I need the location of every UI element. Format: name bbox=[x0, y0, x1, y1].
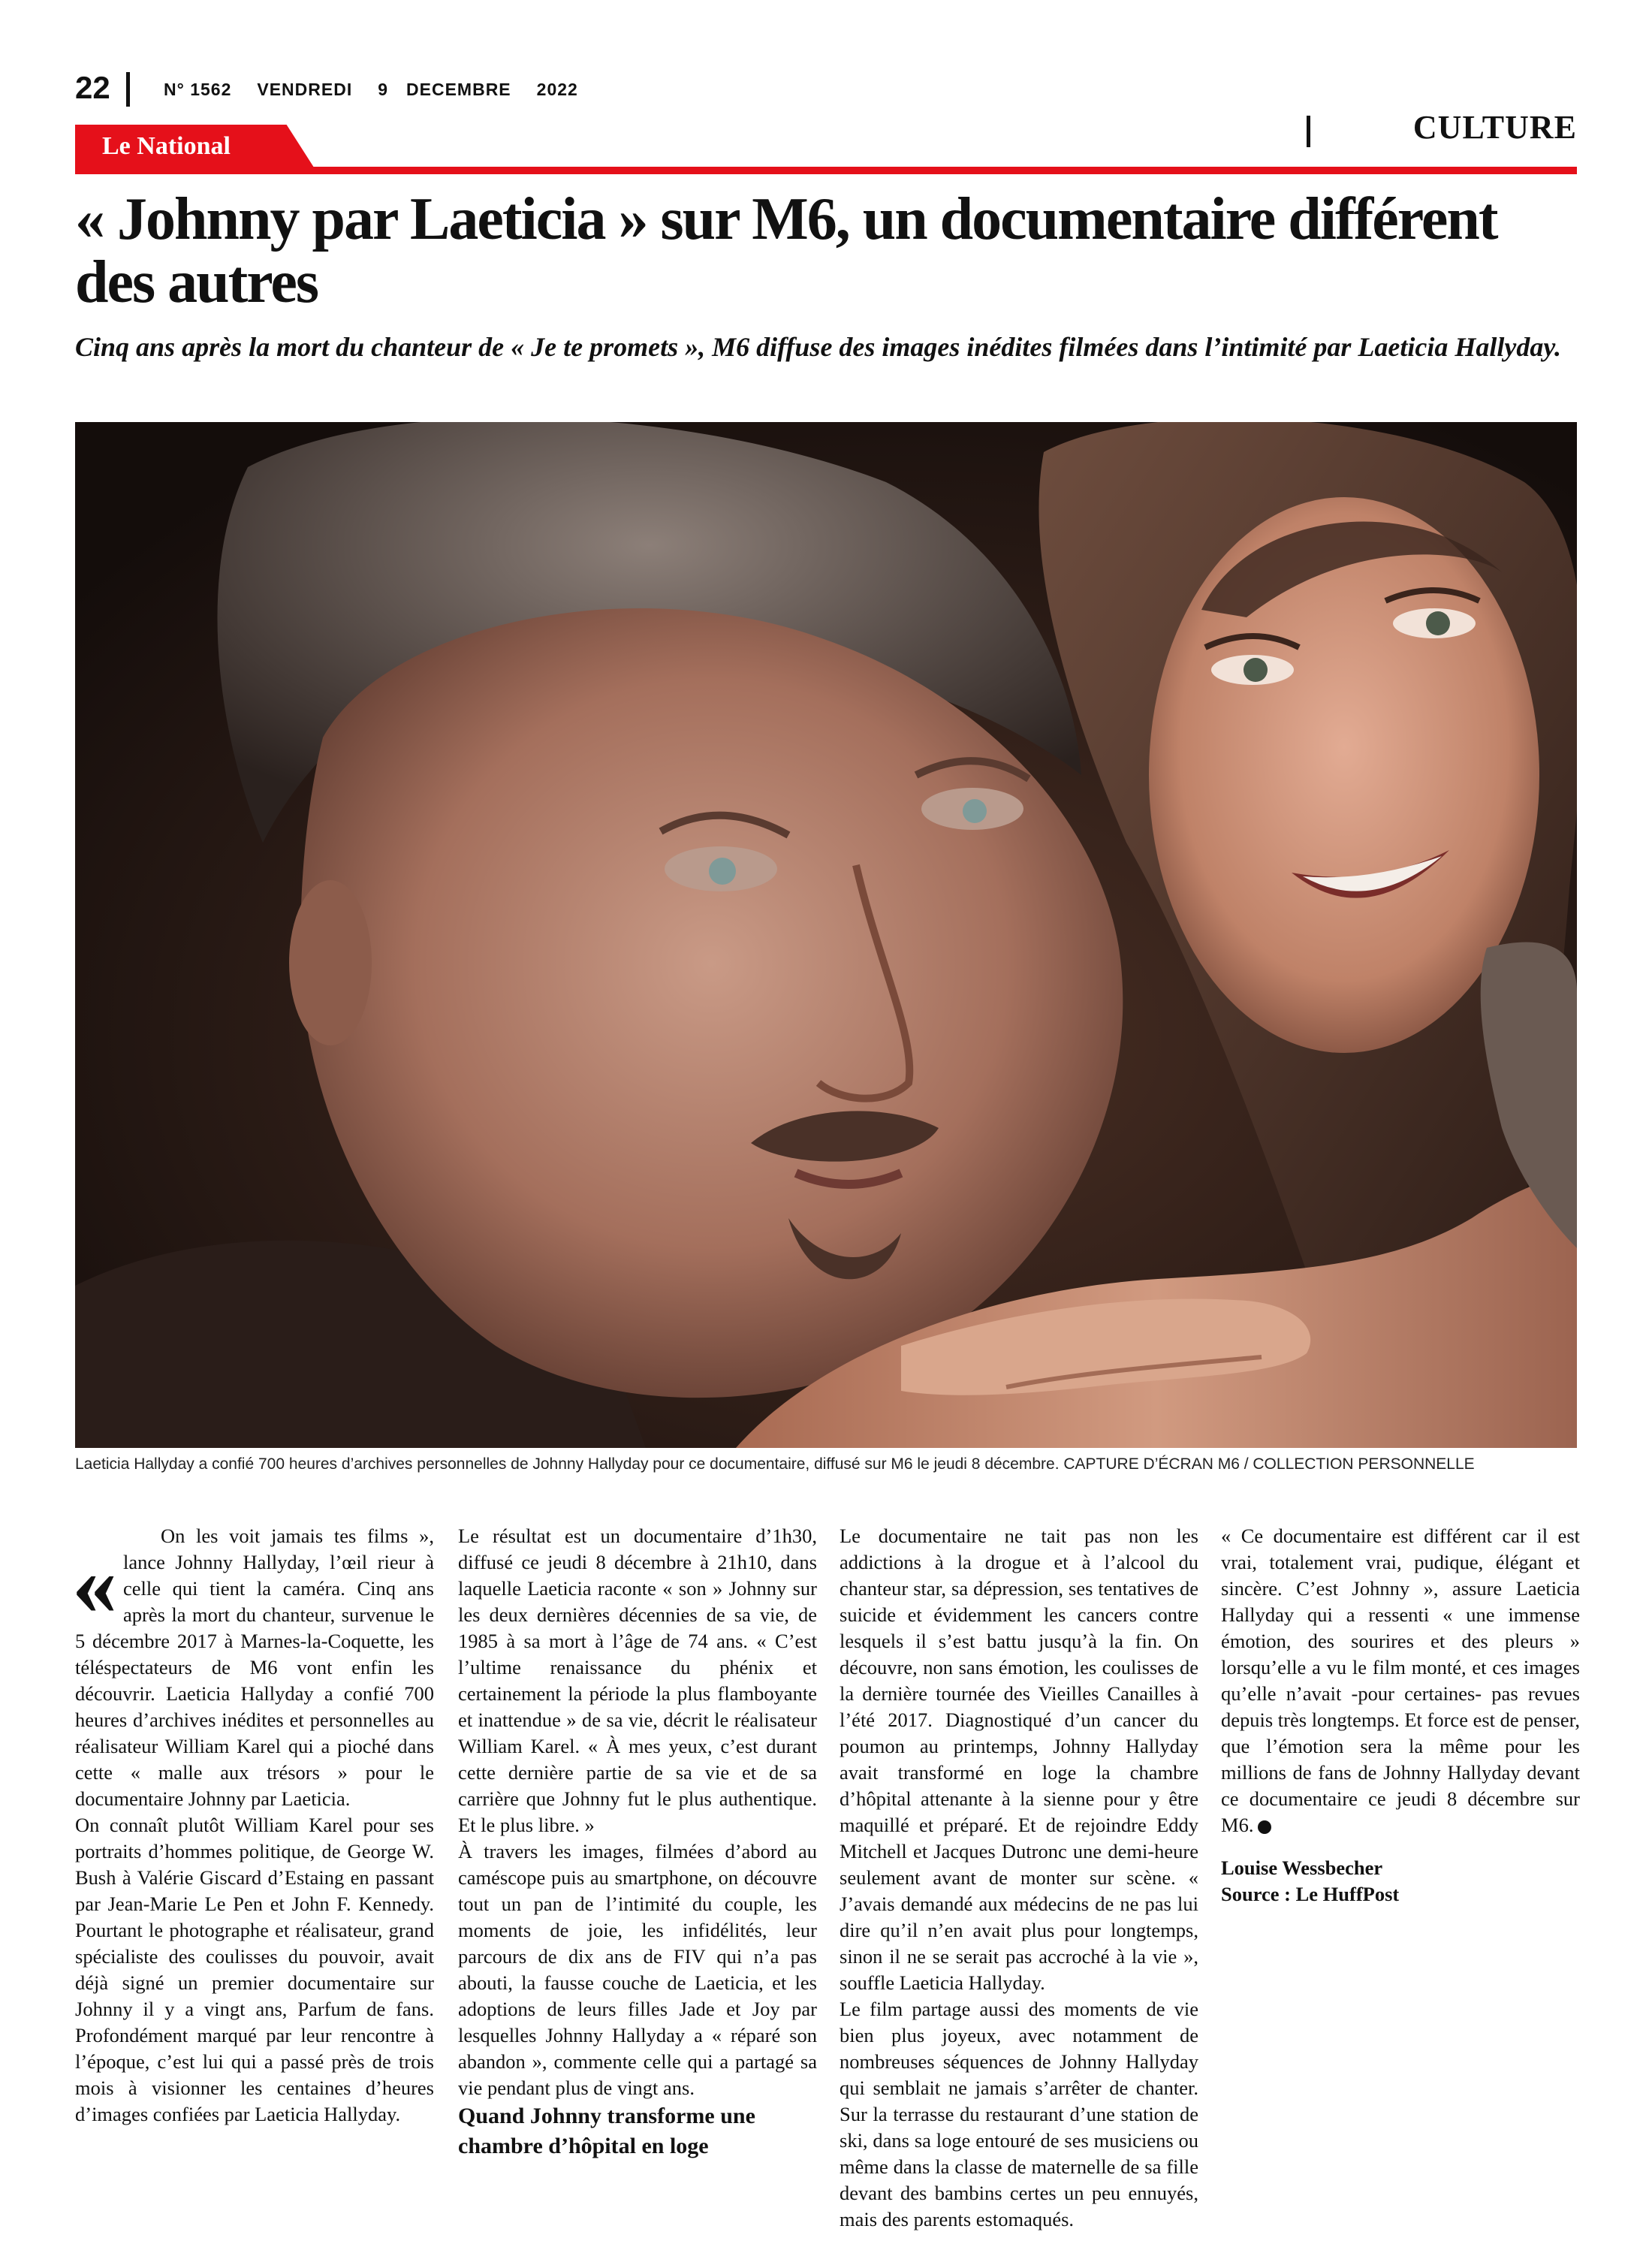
photo-caption: Laeticia Hallyday a confié 700 heures d’archives personnelles de Johnny Hallyday pour ce documentaire, diffusé sur M6 le jeudi 8 décembre. CAPTURE D’ÉCRAN M6 / COLLECTION PERSONNELLE bbox=[75, 1455, 1475, 1473]
paragraph: Le documentaire ne tait pas non les addictions à la drogue et à l’alcool du chanteur star, sa dépression, ses tentatives de suicide et évidemment les cancers contre lesquels il s’est battu jusqu’à la fin. On découvre, non sans émotion, les coulisses de la dernière tournée des Vieilles Canailles à l’été 2017. Diagnostiqué d’un cancer du poumon au printemps, Johnny Hallyday avait transformé en loge la chambre d’hôpital attenante à la sienne pour y être maquillé et préparé. Et de rejoindre Eddy Mitchell et Jacques Dutronc une demi-heure seulement avant de monter sur scène. « J’avais demandé aux médecins de ne pas lui dire qu’il n’en avait plus pour longtemps, sinon il ne se serait pas accroché à la vie », souffle Laeticia Hallyday. bbox=[840, 1525, 1198, 1994]
closing-paragraph-text: « Ce documentaire est différent car il est vrai, totalement vrai, pudique, élégant et sincère. C’est Johnny », assure Laeticia Hallyday qui a ressenti « une immense émotion, des sourires et des pleurs » lorsqu’elle a vu le film monté, et ces images qu’elle n’avait -pour certaines- pas revues depuis très longtemps. Et force est de penser, que l’émotion sera la même pour les millions de fans de Johnny Hallyday devant ce documentaire ce jeudi 8 décembre sur M6. bbox=[1221, 1525, 1581, 1836]
paragraph: À travers les images, filmées d’abord au caméscope puis au smartphone, on découvre tout un pan de l’intimité du couple, les moments de joie, les infidélités, leur parcours de dix ans de FIV qui n’a pas abouti, la fausse couche de Laeticia, et les adoptions de leurs filles Jade et Joy par lesquelles Johnny Hallyday a « réparé son abandon », commente celle qui a partagé sa vie pendant plus de vingt ans. bbox=[458, 1840, 817, 2099]
article-end-mark bbox=[1258, 1820, 1271, 1834]
paragraph: Le résultat est un documentaire d’1h30, diffusé ce jeudi 8 décembre à 21h10, dans laquelle Laeticia raconte « son » Johnny sur les deux dernières décennies de sa vie, de 1985 à sa mort à l’âge de 74 ans. « C’est l’ultime renaissance du phénix et certainement la période la plus flamboyante et inattendue » de sa vie, décrit le réalisateur William Karel. « À mes yeux, c’est durant cette dernière partie de sa vie et de sa carrière que Johnny fut le plus authentique. Et le plus libre. » bbox=[458, 1525, 817, 1836]
article-photo bbox=[75, 422, 1577, 1448]
opening-quote-mark: « bbox=[72, 1534, 117, 1633]
issue-weekday: VENDREDI bbox=[257, 80, 353, 99]
newspaper-logo: Le National bbox=[102, 132, 231, 160]
couple-photo-illustration bbox=[75, 422, 1577, 1448]
header-rule bbox=[75, 167, 1577, 174]
article-column-4 bbox=[1221, 1523, 1580, 1908]
paragraph: Le film partage aussi des moments de vie bien plus joyeux, avec notamment de nombreuses séquences de Johnny Hallyday qui semblait ne jamais s’arrêter de chanter. Sur la terrasse du restaurant d’une station de ski, dans sa loge entouré de ses musiciens ou même dans la classe de maternelle de sa fille devant des bambins certes un peu ennuyés, mais des parents estomaqués. bbox=[840, 1998, 1198, 2230]
page-header bbox=[75, 69, 1577, 114]
article-source: Source : Le HuffPost bbox=[1221, 1883, 1400, 1905]
page-number: 22 bbox=[75, 70, 110, 105]
issue-year: 2022 bbox=[536, 80, 578, 99]
section-rubric: CULTURE bbox=[1412, 109, 1577, 146]
paragraph: On les voit jamais tes films », lance Johnny Hallyday, l’œil rieur à celle qui tient la caméra. Cinq ans après la mort du chanteur, survenue le 5 décembre 2017 à Marnes-la-Coquette, les téléspectateurs de M6 vont enfin les découvrir. Laeticia Hallyday a confié 700 heures d’archives inédites et personnelles au réalisateur William Karel qui a pioché dans cette « malle aux trésors » pour le documentaire Johnny par Laeticia. bbox=[75, 1525, 434, 1810]
issue-day: 9 bbox=[378, 80, 389, 99]
article-headline: « Johnny par Laeticia » sur M6, un documentaire différent des autres bbox=[75, 186, 1497, 315]
issue-number: N° 1562 bbox=[164, 80, 232, 99]
article-subhead: Quand Johnny transforme une chambre d’hôpital en loge bbox=[458, 2104, 755, 2158]
paragraph: On connaît plutôt William Karel pour ses portraits d’hommes politique, de George W. Bush à Valérie Giscard d’Estaing en passant par Jean-Marie Le Pen et John F. Kennedy. Pourtant le photographe et réalisateur, grand spécialiste des coulisses du pouvoir, avait déjà signé un premier documentaire sur Johnny il y a vingt ans, Parfum de fans. Profondément marqué par leur rencontre à l’époque, c’est lui qui a passé près de trois mois à visionner les centaines d’heures d’images confiées par Laeticia Hallyday. bbox=[75, 1814, 434, 2125]
issue-month: DECEMBRE bbox=[406, 80, 511, 99]
article-column-2 bbox=[458, 1523, 817, 2161]
article-column-3 bbox=[840, 1523, 1198, 2233]
article-column-1 bbox=[72, 1523, 434, 2128]
article-author: Louise Wessbecher bbox=[1221, 1856, 1383, 1879]
article-standfirst: Cinq ans après la mort du chanteur de « Je te promets », M6 diffuse des images inédites filmées dans l’intimité par Laeticia Hallyday. bbox=[75, 332, 1561, 362]
issue-line bbox=[164, 80, 604, 100]
paragraph bbox=[1221, 1523, 1580, 1838]
rubric-divider bbox=[1307, 116, 1310, 147]
page-number-divider bbox=[126, 72, 130, 107]
